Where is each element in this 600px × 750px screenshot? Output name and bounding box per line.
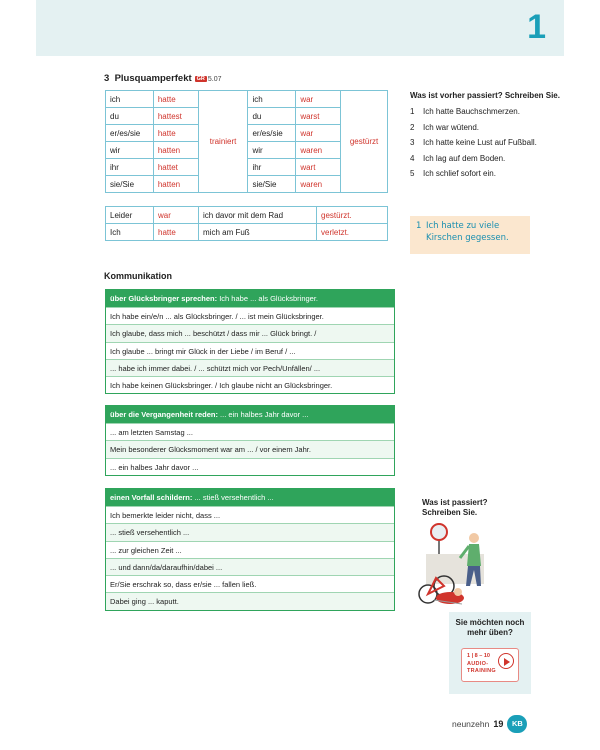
example-row — [106, 207, 388, 224]
answer-number: 1 — [416, 221, 422, 231]
example-verb: hatte — [154, 224, 199, 241]
grammar-ref-number[interactable]: 5.07 — [207, 76, 222, 83]
box-example: Ich habe ... als Glücksbringer. — [219, 294, 319, 303]
task-item-number: 3 — [410, 138, 415, 147]
book-code-badge: KB — [507, 715, 527, 733]
task-item — [410, 154, 560, 165]
play-icon[interactable] — [498, 653, 514, 669]
pronoun-cell: ich — [248, 91, 296, 108]
phrase-row: ... zur gleichen Zeit ... — [106, 541, 394, 558]
audio-training-badge[interactable] — [461, 648, 519, 682]
section-number: 3 — [104, 73, 110, 84]
haben-form-cell: hatte — [153, 125, 198, 142]
pronoun-cell: ich — [106, 91, 154, 108]
task-item-text: Ich war wütend. — [423, 122, 480, 132]
phrase-row: Er/Sie erschrak so, dass er/sie ... fallen ließ. — [106, 575, 394, 592]
task-item-text: Ich hatte keine Lust auf Fußball. — [423, 138, 537, 147]
kommunikation-box-header — [106, 406, 394, 423]
audio-question: Sie möchten noch mehr üben? — [455, 618, 525, 637]
task-item-number: 4 — [410, 153, 415, 163]
illustration-question-text: Was ist passiert? Schreiben Sie. — [422, 498, 488, 517]
box-topic: einen Vorfall schildern: — [110, 493, 193, 502]
sein-form-cell: wart — [296, 159, 341, 176]
conjugation-table — [105, 90, 388, 193]
task-item-number: 2 — [410, 122, 415, 132]
task-item-text: Ich schlief sofort ein. — [423, 169, 496, 178]
pronoun-cell: er/es/sie — [106, 125, 154, 142]
task-item — [410, 138, 560, 149]
phrase-row: ... stieß versehentlich ... — [106, 523, 394, 540]
example-row — [106, 224, 388, 241]
pronoun-cell: er/es/sie — [248, 125, 296, 142]
example-subject: Ich — [106, 224, 154, 241]
haben-form-cell: hatte — [153, 91, 198, 108]
haben-form-cell: hatten — [153, 142, 198, 159]
kommunikation-title: Kommunikation — [104, 271, 173, 281]
task-question: Was ist vorher passiert? Schreiben Sie. — [410, 91, 560, 100]
section-title-text: Plusquamperfekt — [114, 73, 192, 84]
task-item-number: 5 — [410, 169, 415, 178]
phrase-row: ... am letzten Samstag ... — [106, 423, 394, 440]
example-subject: Leider — [106, 207, 154, 224]
phrase-row: Ich glaube, dass mich ... beschützt / dass mir ... Glück bringt. / — [106, 324, 394, 341]
pronoun-cell: wir — [248, 142, 296, 159]
chapter-header-band — [36, 0, 564, 56]
chapter-number: 1 — [527, 8, 546, 46]
phrase-row: Ich habe ein/e/n ... als Glücksbringer. / ... ist mein Glücksbringer. — [106, 307, 394, 324]
pronoun-cell: sie/Sie — [106, 176, 154, 193]
task-item-text: Ich lag auf dem Boden. — [423, 153, 506, 163]
pronoun-cell: ihr — [248, 159, 296, 176]
box-example: ... ein halbes Jahr davor ... — [220, 410, 309, 419]
kommunikation-box-glucksbringer — [105, 289, 395, 394]
task-before-event — [410, 90, 560, 185]
participle-trainiert-cell: trainiert — [198, 91, 248, 193]
kommunikation-box-vergangenheit — [105, 405, 395, 476]
page-number: 19 — [493, 719, 504, 729]
task-item-text: Ich hatte Bauchschmerzen. — [423, 107, 520, 116]
pronoun-cell: du — [248, 108, 296, 125]
sein-form-cell: waren — [296, 142, 341, 159]
audio-label — [467, 661, 496, 675]
pronoun-cell: sie/Sie — [248, 176, 296, 193]
phrase-row: Ich glaube ... bringt mir Glück in der Liebe / im Beruf / ... — [106, 342, 394, 359]
task-item — [410, 123, 560, 134]
haben-form-cell: hatten — [153, 176, 198, 193]
phrase-row: Mein besonderer Glücksmoment war am ... / vor einem Jahr. — [106, 440, 394, 457]
phrase-row: ... habe ich immer dabei. / ... schützt mich vor Pech/Unfällen/ ... — [106, 359, 394, 376]
page-footer — [452, 715, 527, 733]
task-item — [410, 169, 560, 180]
participle-gestuerzt-cell: gestürzt — [341, 91, 388, 193]
example-participle: gestürzt. — [317, 207, 388, 224]
audio-training-box — [449, 612, 531, 694]
road-sign — [431, 524, 447, 540]
audio-label-line-1: AUDIO- — [467, 661, 489, 667]
sein-form-cell: war — [296, 125, 341, 142]
illustration-question — [422, 498, 502, 518]
page-number-word: neunzehn — [452, 719, 490, 729]
box-topic: über die Vergangenheit reden: — [110, 410, 218, 419]
example-sentences-table — [105, 206, 388, 241]
example-verb: war — [154, 207, 199, 224]
phrase-row: ... und dann/da/daraufhin/dabei ... — [106, 558, 394, 575]
sein-form-cell: war — [296, 91, 341, 108]
example-middle: mich am Fuß — [199, 224, 317, 241]
kommunikation-box-header — [106, 489, 394, 506]
accident-illustration — [414, 520, 496, 608]
pronoun-cell: ihr — [106, 159, 154, 176]
pronoun-cell: du — [106, 108, 154, 125]
example-participle: verletzt. — [317, 224, 388, 241]
answer-line-1: Ich hatte zu viele — [426, 221, 500, 231]
example-middle: ich davor mit dem Rad — [199, 207, 317, 224]
sein-form-cell: waren — [296, 176, 341, 193]
sein-form-cell: warst — [296, 108, 341, 125]
box-topic: über Glücksbringer sprechen: — [110, 294, 218, 303]
task-item-number: 1 — [410, 107, 415, 116]
haben-form-cell: hattest — [153, 108, 198, 125]
sample-answer-note — [410, 216, 530, 254]
phrase-row: Ich habe keinen Glücksbringer. / Ich glaube nicht an Glücksbringer. — [106, 376, 394, 393]
task-list — [410, 107, 560, 180]
answer-line-2: Kirschen gegessen. — [426, 233, 509, 243]
kommunikation-box-header — [106, 290, 394, 307]
box-example: ... stieß versehentlich ... — [194, 493, 274, 502]
pronoun-cell: wir — [106, 142, 154, 159]
task-item — [410, 107, 560, 118]
audio-label-line-2: TRAINING — [467, 668, 496, 674]
phrase-row: Ich bemerkte leider nicht, dass ... — [106, 506, 394, 523]
conjugation-row — [106, 91, 388, 108]
audio-track-code: 1 | 8 – 10 — [467, 653, 490, 659]
kommunikation-box-vorfall — [105, 488, 395, 611]
phrase-row: Dabei ging ... kaputt. — [106, 592, 394, 609]
haben-form-cell: hattet — [153, 159, 198, 176]
grammar-section-title — [104, 73, 222, 84]
phrase-row: ... ein halbes Jahr davor ... — [106, 458, 394, 475]
grammar-ref-badge[interactable]: GR — [196, 76, 205, 82]
